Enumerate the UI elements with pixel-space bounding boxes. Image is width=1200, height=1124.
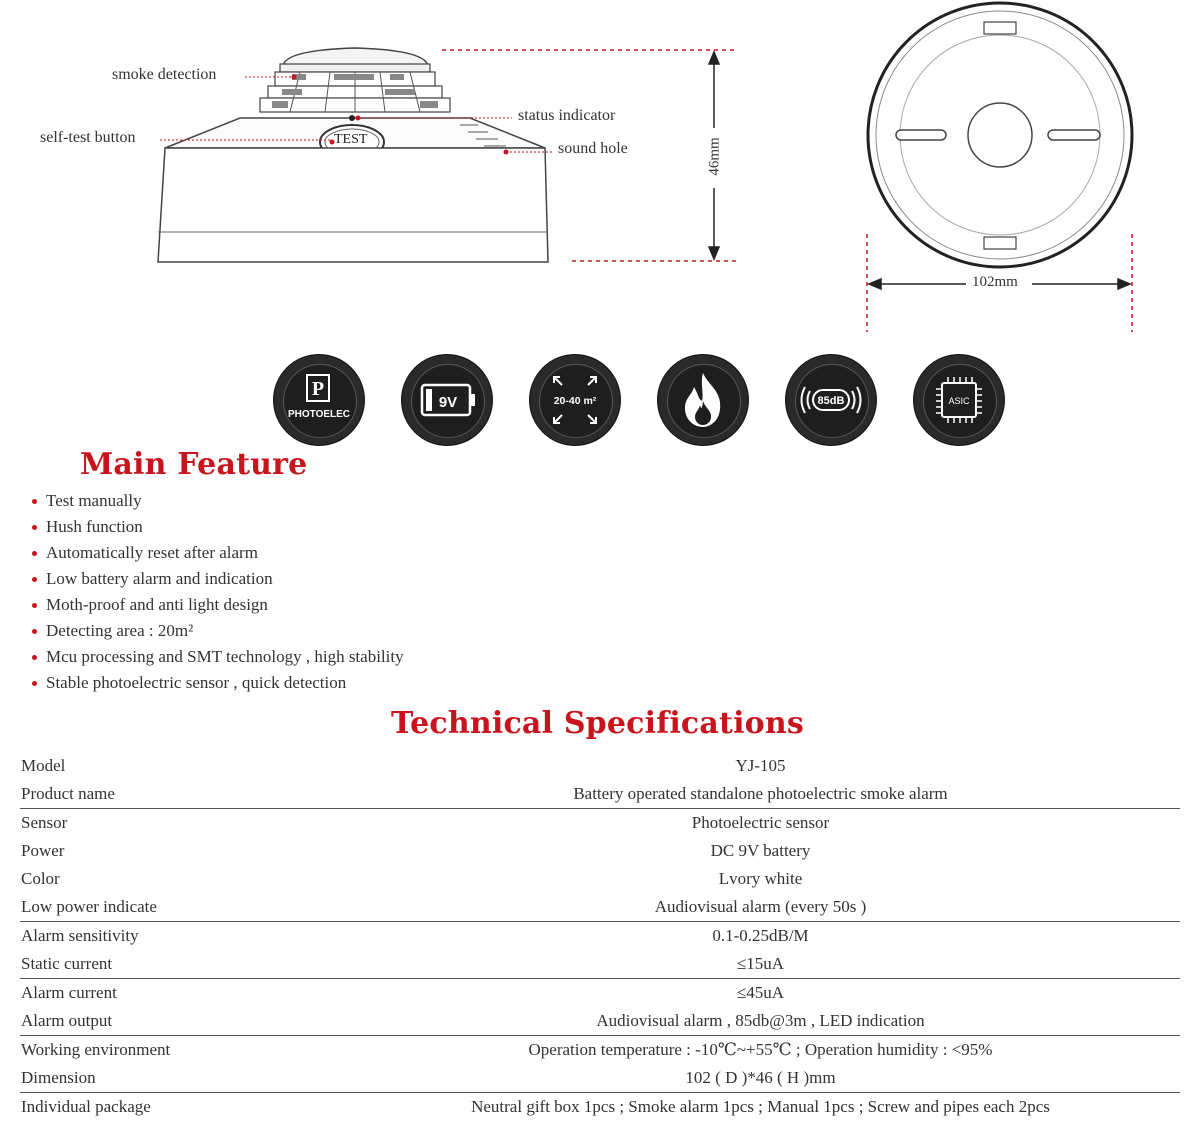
- spec-value: Lvory white: [718, 869, 803, 888]
- table-row: [20, 837, 1180, 865]
- table-row: [20, 752, 1180, 780]
- area-icon: [530, 355, 620, 445]
- table-row: [20, 865, 1180, 893]
- list-item: Automatically reset after alarm: [32, 540, 404, 566]
- table-row: [20, 1007, 1180, 1036]
- asic-chip-icon: [914, 355, 1004, 445]
- table-row: [20, 893, 1180, 922]
- spec-value: Photoelectric sensor: [341, 809, 1180, 838]
- main-feature-title: Main Feature: [80, 447, 308, 482]
- photoelec-icon-label: PHOTOELEC: [287, 409, 351, 420]
- callout-sound-hole: sound hole: [558, 140, 628, 157]
- callout-self-test-button: self-test button: [40, 129, 136, 146]
- table-row: [20, 1093, 1180, 1122]
- spec-key: Individual package: [20, 1093, 341, 1122]
- list-item: Hush function: [32, 514, 404, 540]
- spec-key: Dimension: [21, 1068, 96, 1087]
- photoelec-icon: [274, 355, 364, 445]
- list-item: Moth-proof and anti light design: [32, 592, 404, 618]
- callout-smoke-detection: smoke detection: [112, 66, 217, 83]
- test-button-label: TEST: [334, 132, 368, 147]
- list-item: Stable photoelectric sensor , quick detection: [32, 670, 404, 696]
- spec-key: Alarm sensitivity: [20, 922, 341, 951]
- height-dimension-label: 46mm: [706, 137, 723, 176]
- sound-85db-icon: [786, 355, 876, 445]
- list-item: Mcu processing and SMT technology , high stability: [32, 644, 404, 670]
- feature-list: [32, 488, 404, 696]
- spec-key: Low power indicate: [21, 897, 157, 916]
- spec-table: [20, 752, 1180, 1121]
- table-row: [20, 809, 1180, 838]
- spec-key: Sensor: [20, 809, 341, 838]
- spec-value: Neutral gift box 1pcs ; Smoke alarm 1pcs ; Manual 1pcs ; Screw and pipes each 2pcs: [341, 1093, 1180, 1122]
- spec-key: Static current: [21, 954, 113, 973]
- spec-key: Color: [21, 869, 60, 888]
- spec-value: Audiovisual alarm (every 50s ): [654, 897, 867, 916]
- battery-9v-label: 9V: [438, 394, 458, 411]
- battery-9v-icon: [402, 355, 492, 445]
- spec-value: Operation temperature : -10℃~+55℃ ; Operation humidity : <95%: [341, 1036, 1180, 1065]
- table-row: [20, 780, 1180, 809]
- feature-icon-row: [0, 355, 1200, 445]
- list-item: Detecting area : 20m²: [32, 618, 404, 644]
- smoke-alarm-side-view: [0, 0, 1200, 345]
- spec-value: 102 ( D )*46 ( H )mm: [685, 1068, 836, 1087]
- callout-status-indicator: status indicator: [518, 107, 616, 124]
- spec-key: Working environment: [20, 1036, 341, 1065]
- spec-key: Model: [21, 756, 66, 775]
- list-item: Low battery alarm and indication: [32, 566, 404, 592]
- width-dimension-label: 102mm: [972, 274, 1018, 290]
- table-row: [20, 1064, 1180, 1093]
- spec-title: Technical Specifications: [391, 706, 804, 741]
- fire-icon: [658, 355, 748, 445]
- spec-value: 0.1-0.25dB/M: [341, 922, 1180, 951]
- product-diagram: [0, 0, 1200, 345]
- spec-value: Battery operated standalone photoelectric smoke alarm: [573, 784, 948, 803]
- spec-key: Power: [21, 841, 65, 860]
- asic-chip-label: ASIC: [948, 396, 970, 406]
- spec-value: Audiovisual alarm , 85db@3m , LED indication: [596, 1011, 925, 1030]
- spec-value: ≤45uA: [341, 979, 1180, 1008]
- table-row: [20, 922, 1180, 951]
- table-row: [20, 1036, 1180, 1065]
- table-row: [20, 950, 1180, 979]
- spec-key: Alarm current: [20, 979, 341, 1008]
- spec-value: YJ-105: [735, 756, 786, 775]
- spec-value: ≤15uA: [736, 954, 785, 973]
- list-item: Test manually: [32, 488, 404, 514]
- sound-85db-label: 85dB: [817, 395, 845, 407]
- spec-key: Product name: [21, 784, 115, 803]
- spec-value: DC 9V battery: [710, 841, 811, 860]
- spec-key: Alarm output: [21, 1011, 113, 1030]
- table-row: [20, 979, 1180, 1008]
- svg-text:P: P: [311, 378, 325, 400]
- area-icon-label: 20-40 m²: [553, 395, 597, 407]
